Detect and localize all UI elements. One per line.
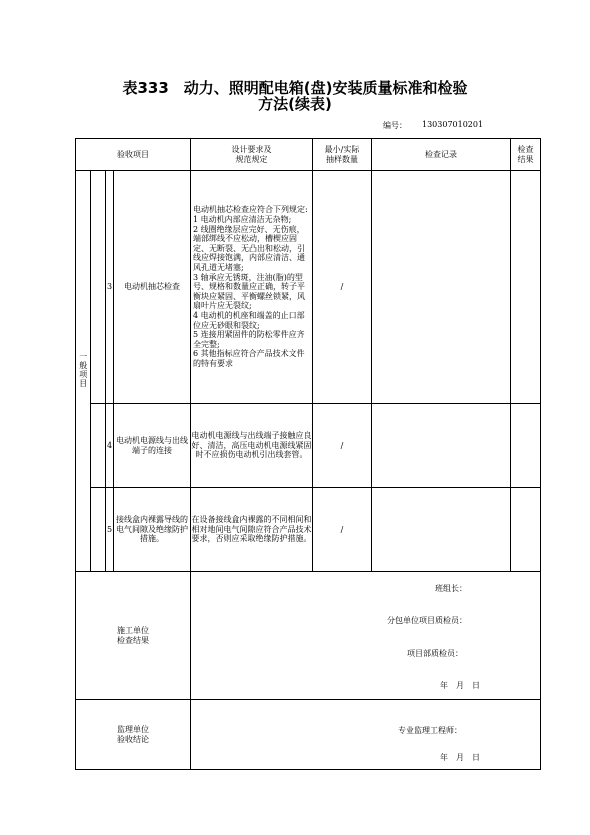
category-cell (76, 171, 91, 572)
row-requirement: 电动机抽芯检查应符合下列规定: 1 电动机内部应清洁无杂物; 2 线圈绝缘层应完好、无伤痕，端部绑线不应松动，槽楔应固定、无断裂、无凸出和松动，引线应焊接饱满，内部应清洁、通风孔道无堵塞; 3 轴承应无锈斑，注油(脂)的型号、规格和数量应正确，转子平衡块应紧固、平衡螺丝锁紧，风扇叶片应无裂纹; 4 电动机的机座和端盖的止口部位应无砂眼和裂纹; 5 连接用紧固件的防松零件应齐全完整; 6 其他指标应符合产品技术文件的特有要求 (191, 171, 313, 404)
construction-label: 施工单位 检查结果 (76, 572, 191, 700)
team-leader-label: 班组长： (435, 584, 467, 593)
page-title: 表333 动力、照明配电箱(盘)安装质量标准和检验 (122, 79, 468, 97)
row-requirement: 在设备接线盒内裸露的不同相间和相对地间电气间隙应符合产品技术要求，否则应采取绝缘防护措施。 (191, 488, 313, 572)
row-number: 5 (106, 488, 114, 572)
col-requirement-header: 设计要求及 规范规定 (191, 139, 313, 171)
row-number: 4 (106, 404, 114, 488)
code-label: 编号： (383, 121, 407, 130)
row-record[interactable] (372, 404, 511, 488)
row-spacer (91, 488, 106, 572)
row-requirement: 电动机电源线与出线端子接触应良好、清洁，高压电动机电源线紧固时不应损伤电动机引出线套管。 (191, 404, 313, 488)
table-row (76, 488, 541, 572)
supervision-engineer-label: 专业监理工程师： (398, 726, 462, 735)
table-row (76, 171, 541, 404)
header-row (76, 139, 541, 171)
construction-signature-area[interactable] (191, 572, 541, 700)
row-spacer (91, 404, 106, 488)
row-number: 3 (106, 171, 114, 404)
sub-inspector-label: 分包单位项目质检员： (387, 616, 467, 625)
supervision-signature-area[interactable] (191, 700, 541, 770)
page-subtitle: 方法(续表) (258, 95, 332, 113)
category-label: 一般项目 (78, 351, 88, 388)
row-item-name: 电动机抽芯检查 (114, 171, 191, 404)
row-item-name: 接线盒内裸露导线的电气间隙及绝缘防护措施。 (114, 488, 191, 572)
row-result[interactable] (511, 488, 541, 572)
supervision-label: 监理单位 验收结论 (76, 700, 191, 770)
row-sample: / (313, 404, 372, 488)
col-result-header: 检查 结果 (511, 139, 541, 171)
col-record-header: 检查记录 (372, 139, 511, 171)
table-row (76, 404, 541, 488)
construction-date: 年 月 日 (440, 681, 480, 690)
row-item-name: 电动机电源线与出线端子的连接 (114, 404, 191, 488)
row-record[interactable] (372, 171, 511, 404)
row-result[interactable] (511, 404, 541, 488)
project-inspector-label: 项目部质检员： (407, 649, 463, 658)
supervision-date: 年 月 日 (440, 753, 480, 762)
code-value: 130307010201 (422, 120, 484, 129)
row-sample: / (313, 488, 372, 572)
row-sample: / (313, 171, 372, 404)
row-spacer (91, 171, 106, 404)
col-sample-header: 最小/实际 抽样数量 (313, 139, 372, 171)
inspection-table (75, 138, 541, 770)
row-result[interactable] (511, 171, 541, 404)
col-item-header: 验收项目 (76, 139, 191, 171)
row-record[interactable] (372, 488, 511, 572)
